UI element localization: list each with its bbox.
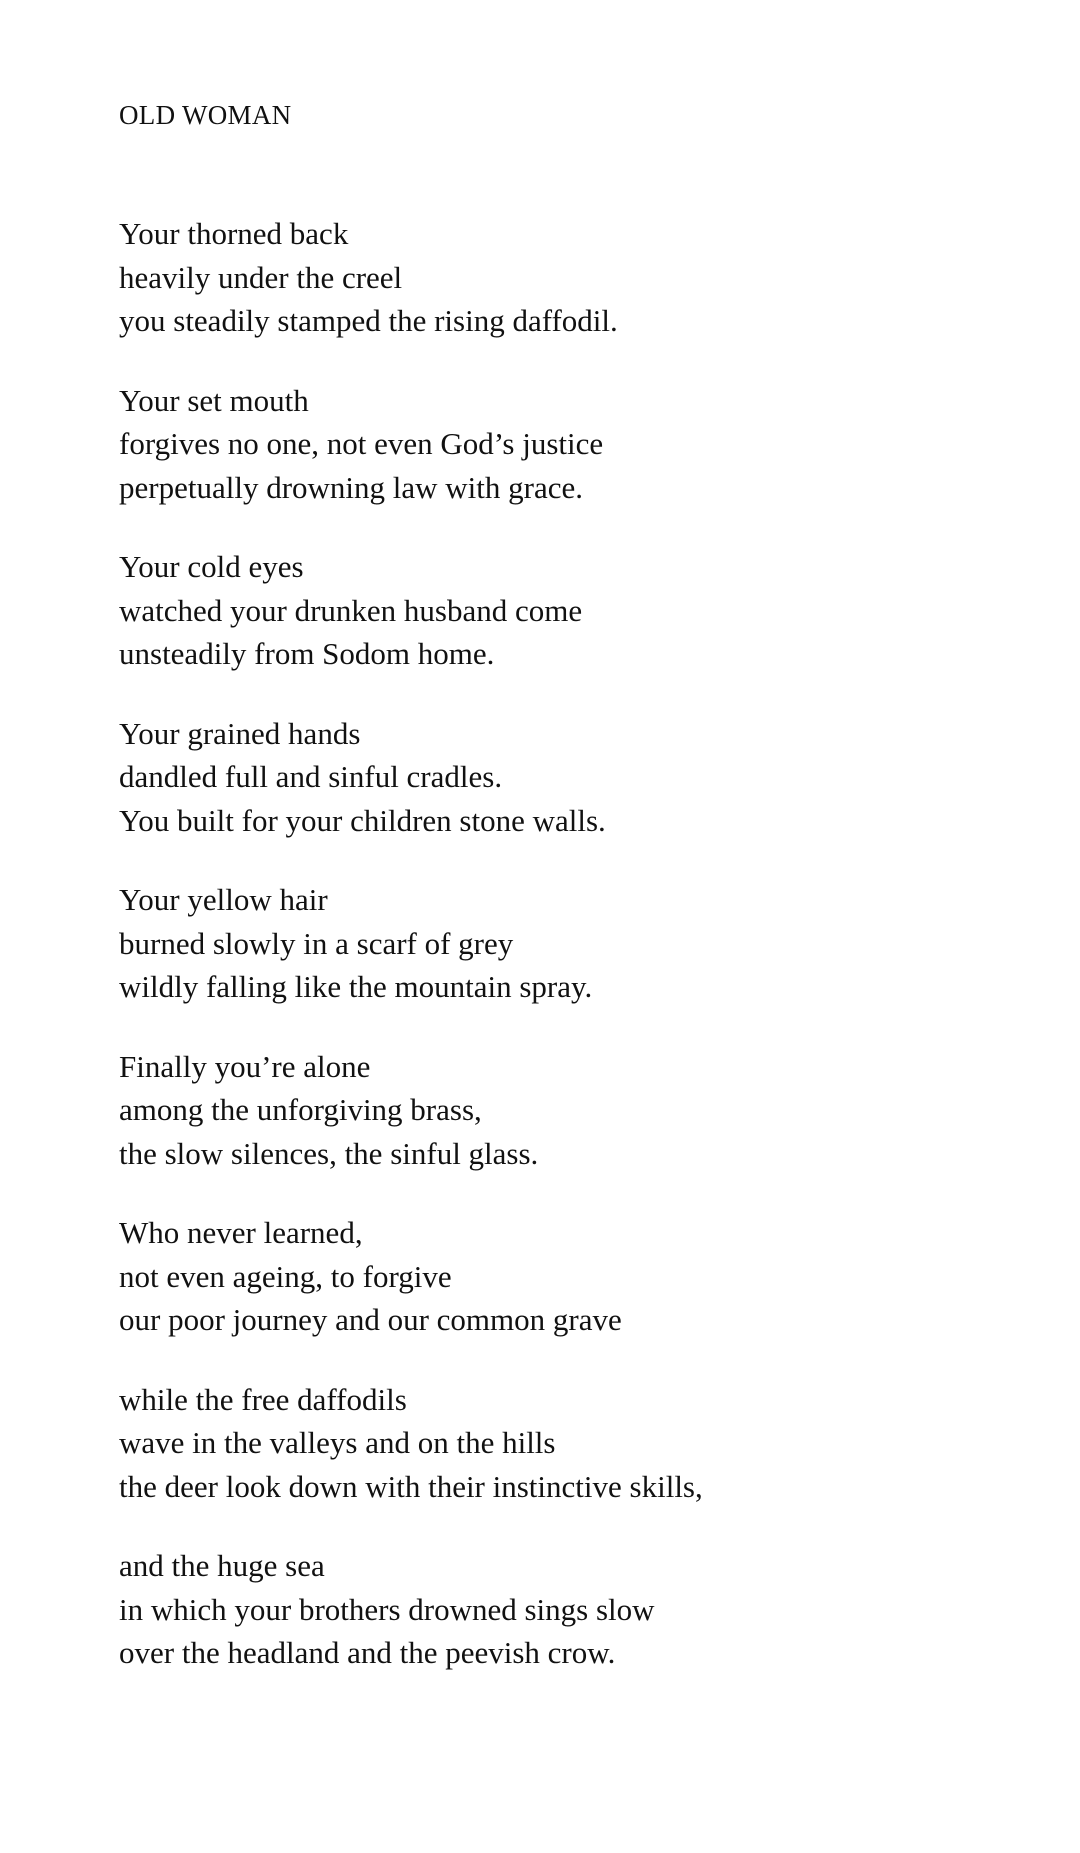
poem-line: Your grained hands	[119, 715, 361, 751]
poem-line: wave in the valleys and on the hills	[119, 1425, 556, 1460]
poem-line: while the free daffodils	[119, 1381, 407, 1417]
poem-line: dandled full and sinful cradles.	[119, 759, 503, 794]
stanza-8	[119, 1378, 999, 1509]
stanza-9	[119, 1544, 999, 1675]
poem-line: the deer look down with their instinctive skills,	[119, 1468, 703, 1504]
poem-line: wildly falling like the mountain spray.	[119, 969, 593, 1004]
poem-line: watched your drunken husband come	[119, 592, 583, 628]
stanza-5	[119, 878, 999, 1009]
poem-line: heavily under the creel	[119, 259, 403, 295]
stanza-2	[119, 379, 999, 510]
poem-line: forgives no one, not even God’s justice	[119, 426, 604, 461]
poem-body	[119, 212, 999, 1711]
poem-line: Who never learned,	[119, 1215, 363, 1250]
poem-line: the slow silences, the sinful glass.	[119, 1135, 539, 1171]
poem-line: you steadily stamped the rising daffodil.	[119, 303, 618, 338]
poem-line: Your thorned back	[119, 216, 349, 251]
poem-line: our poor journey and our common grave	[119, 1302, 622, 1337]
poem-line: Your cold eyes	[119, 549, 304, 584]
poem-line: burned slowly in a scarf of grey	[119, 925, 514, 961]
poem-line: Your set mouth	[119, 382, 309, 418]
poem-line: and the huge sea	[119, 1548, 325, 1583]
poem-line: You built for your children stone walls.	[119, 802, 606, 838]
stanza-7	[119, 1211, 999, 1342]
stanza-4	[119, 712, 999, 843]
stanza-6	[119, 1045, 999, 1176]
poem-title: OLD WOMAN	[119, 100, 292, 130]
stanza-3	[119, 545, 999, 676]
poem-line: over the headland and the peevish crow.	[119, 1635, 616, 1670]
poem-line: among the unforgiving brass,	[119, 1092, 482, 1127]
stanza-1	[119, 212, 999, 343]
poem-line: in which your brothers drowned sings slow	[119, 1591, 655, 1627]
poem-line: unsteadily from Sodom home.	[119, 636, 495, 671]
poem-line: Finally you’re alone	[119, 1048, 371, 1084]
poem-line: not even ageing, to forgive	[119, 1258, 452, 1294]
poem-line: perpetually drowning law with grace.	[119, 469, 583, 505]
poem-line: Your yellow hair	[119, 882, 328, 917]
